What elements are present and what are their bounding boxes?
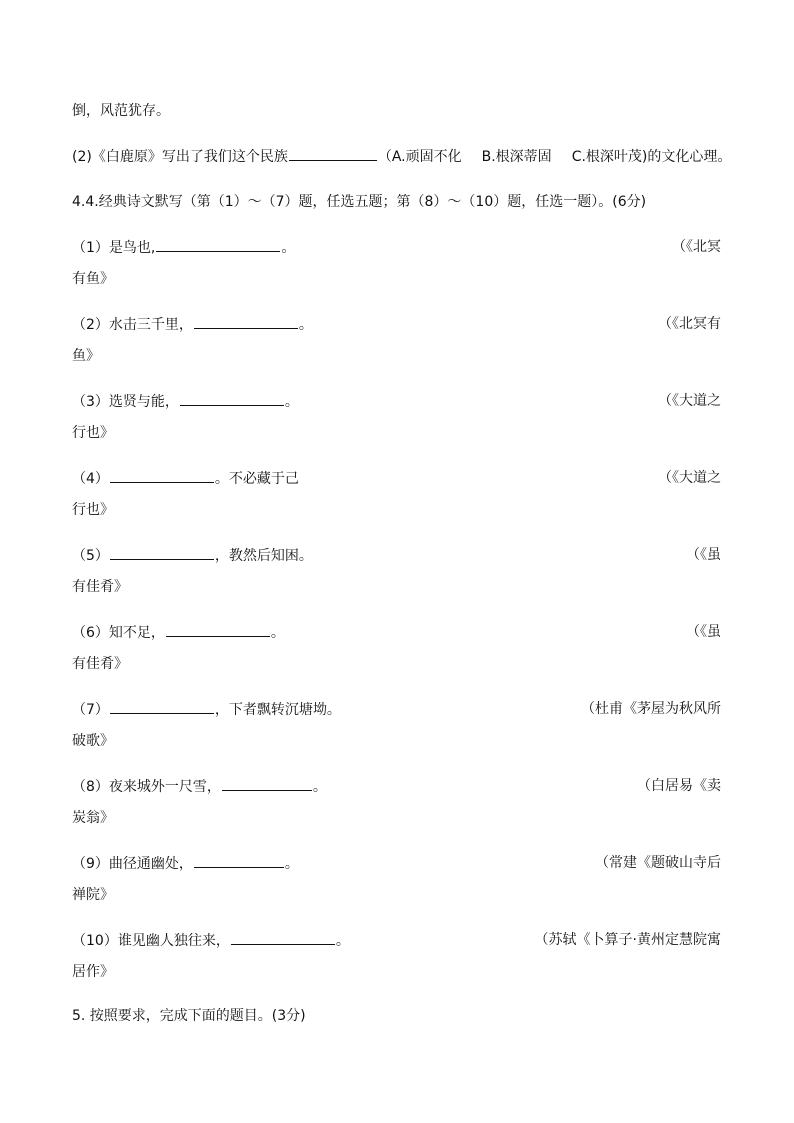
q4-item-after: ，下者飘转沉塘坳。 xyxy=(214,702,341,718)
q4-item-before: （10）谁见幽人独往来， xyxy=(72,933,230,949)
q4-item-before: （5） xyxy=(72,548,109,564)
q4-item-blank[interactable] xyxy=(222,776,312,791)
q4-item-before: （1）是鸟也, xyxy=(72,240,156,256)
q4-item-after: 。 xyxy=(284,856,299,872)
q4-item-3-source-cont: 行也》 xyxy=(72,425,114,441)
q4-item-6 xyxy=(72,622,285,642)
q4-item-blank[interactable] xyxy=(110,545,214,560)
q4-item-7-source: （杜甫《茅屋为秋风所 xyxy=(581,701,721,717)
q4-item-8-source-cont: 炭翁》 xyxy=(72,810,114,826)
q4-item-6-source-cont: 有佳肴》 xyxy=(72,656,128,672)
q4-item-blank[interactable] xyxy=(156,237,280,252)
q4-item-blank[interactable] xyxy=(110,699,214,714)
q4-item-after: 。不必藏于己 xyxy=(214,471,299,487)
q4-item-after: 。 xyxy=(335,933,350,949)
q3-2-option-b: B.根深蒂固 xyxy=(481,149,552,165)
q4-item-before: （8）夜来城外一尺雪， xyxy=(72,779,221,795)
q4-item-4-source-cont: 行也》 xyxy=(72,502,114,518)
q4-item-after: ，教然后知困。 xyxy=(214,548,313,564)
q4-item-before: （3）选贤与能， xyxy=(72,394,179,410)
question-4-heading: 4.4.经典诗文默写（第（1）～（7）题，任选五题；第（8）～（10）题，任选一题）。(6分) xyxy=(72,194,647,210)
q4-item-blank[interactable] xyxy=(194,314,298,329)
q4-item-2 xyxy=(72,314,313,334)
q4-item-1-source: （《北冥 xyxy=(672,239,721,255)
q4-item-7 xyxy=(72,699,341,719)
q4-item-after: 。 xyxy=(298,317,313,333)
text-line-top: 倒，风范犹存。 xyxy=(72,103,170,119)
q4-item-1-source-cont: 有鱼》 xyxy=(72,271,114,287)
q4-item-8 xyxy=(72,776,327,796)
q4-item-before: （2）水击三千里， xyxy=(72,317,193,333)
q4-item-after: 。 xyxy=(281,240,296,256)
q4-item-4 xyxy=(72,468,299,488)
q4-item-blank[interactable] xyxy=(194,853,284,868)
q4-item-3 xyxy=(72,391,299,411)
q3-2-option-a: A.顽固不化 xyxy=(391,149,462,165)
q4-item-blank[interactable] xyxy=(180,391,284,406)
q4-item-10-source-cont: 居作》 xyxy=(72,964,114,980)
q3-2-option-c: C.根深叶茂 xyxy=(571,149,642,165)
question-3-2 xyxy=(72,146,731,166)
q4-item-blank[interactable] xyxy=(231,930,335,945)
q4-item-after: 。 xyxy=(312,779,327,795)
q4-item-before: （9）曲径通幽处， xyxy=(72,856,193,872)
q4-item-blank[interactable] xyxy=(166,622,270,637)
q4-item-7-source-cont: 破歌》 xyxy=(72,733,114,749)
q4-item-6-source: （《虽 xyxy=(686,624,721,640)
q4-item-before: （7） xyxy=(72,702,109,718)
q4-item-1 xyxy=(72,237,295,257)
q4-item-blank[interactable] xyxy=(110,468,214,483)
q4-item-9 xyxy=(72,853,299,873)
q4-item-2-source: （《北冥有 xyxy=(658,316,721,332)
q4-item-2-source-cont: 鱼》 xyxy=(72,348,100,364)
q4-item-5-source: （《虽 xyxy=(686,547,721,563)
q4-item-5-source-cont: 有佳肴》 xyxy=(72,579,128,595)
q4-item-before: （4） xyxy=(72,471,109,487)
q4-item-9-source-cont: 禅院》 xyxy=(72,887,114,903)
q3-2-suffix: )的文化心理。 xyxy=(641,149,732,165)
q4-item-9-source: （常建《题破山寺后 xyxy=(595,855,721,871)
q4-item-before: （6）知不足， xyxy=(72,625,165,641)
q4-item-4-source: （《大道之 xyxy=(658,470,721,486)
q3-2-answer-blank[interactable] xyxy=(289,146,377,161)
question-5-heading: 5. 按照要求，完成下面的题目。(3分) xyxy=(72,1008,306,1024)
q4-item-3-source: （《大道之 xyxy=(658,393,721,409)
q4-item-10-source: （苏轼《卜算子·黄州定慧院寓 xyxy=(534,932,721,948)
q4-item-8-source: （白居易《卖 xyxy=(637,778,721,794)
q3-2-prefix: (2)《白鹿原》写出了我们这个民族 xyxy=(72,149,288,165)
q4-item-10 xyxy=(72,930,350,950)
q4-item-after: 。 xyxy=(284,394,299,410)
q4-item-after: 。 xyxy=(270,625,285,641)
q3-2-paren-open: （ xyxy=(377,149,392,165)
q4-item-5 xyxy=(72,545,313,565)
